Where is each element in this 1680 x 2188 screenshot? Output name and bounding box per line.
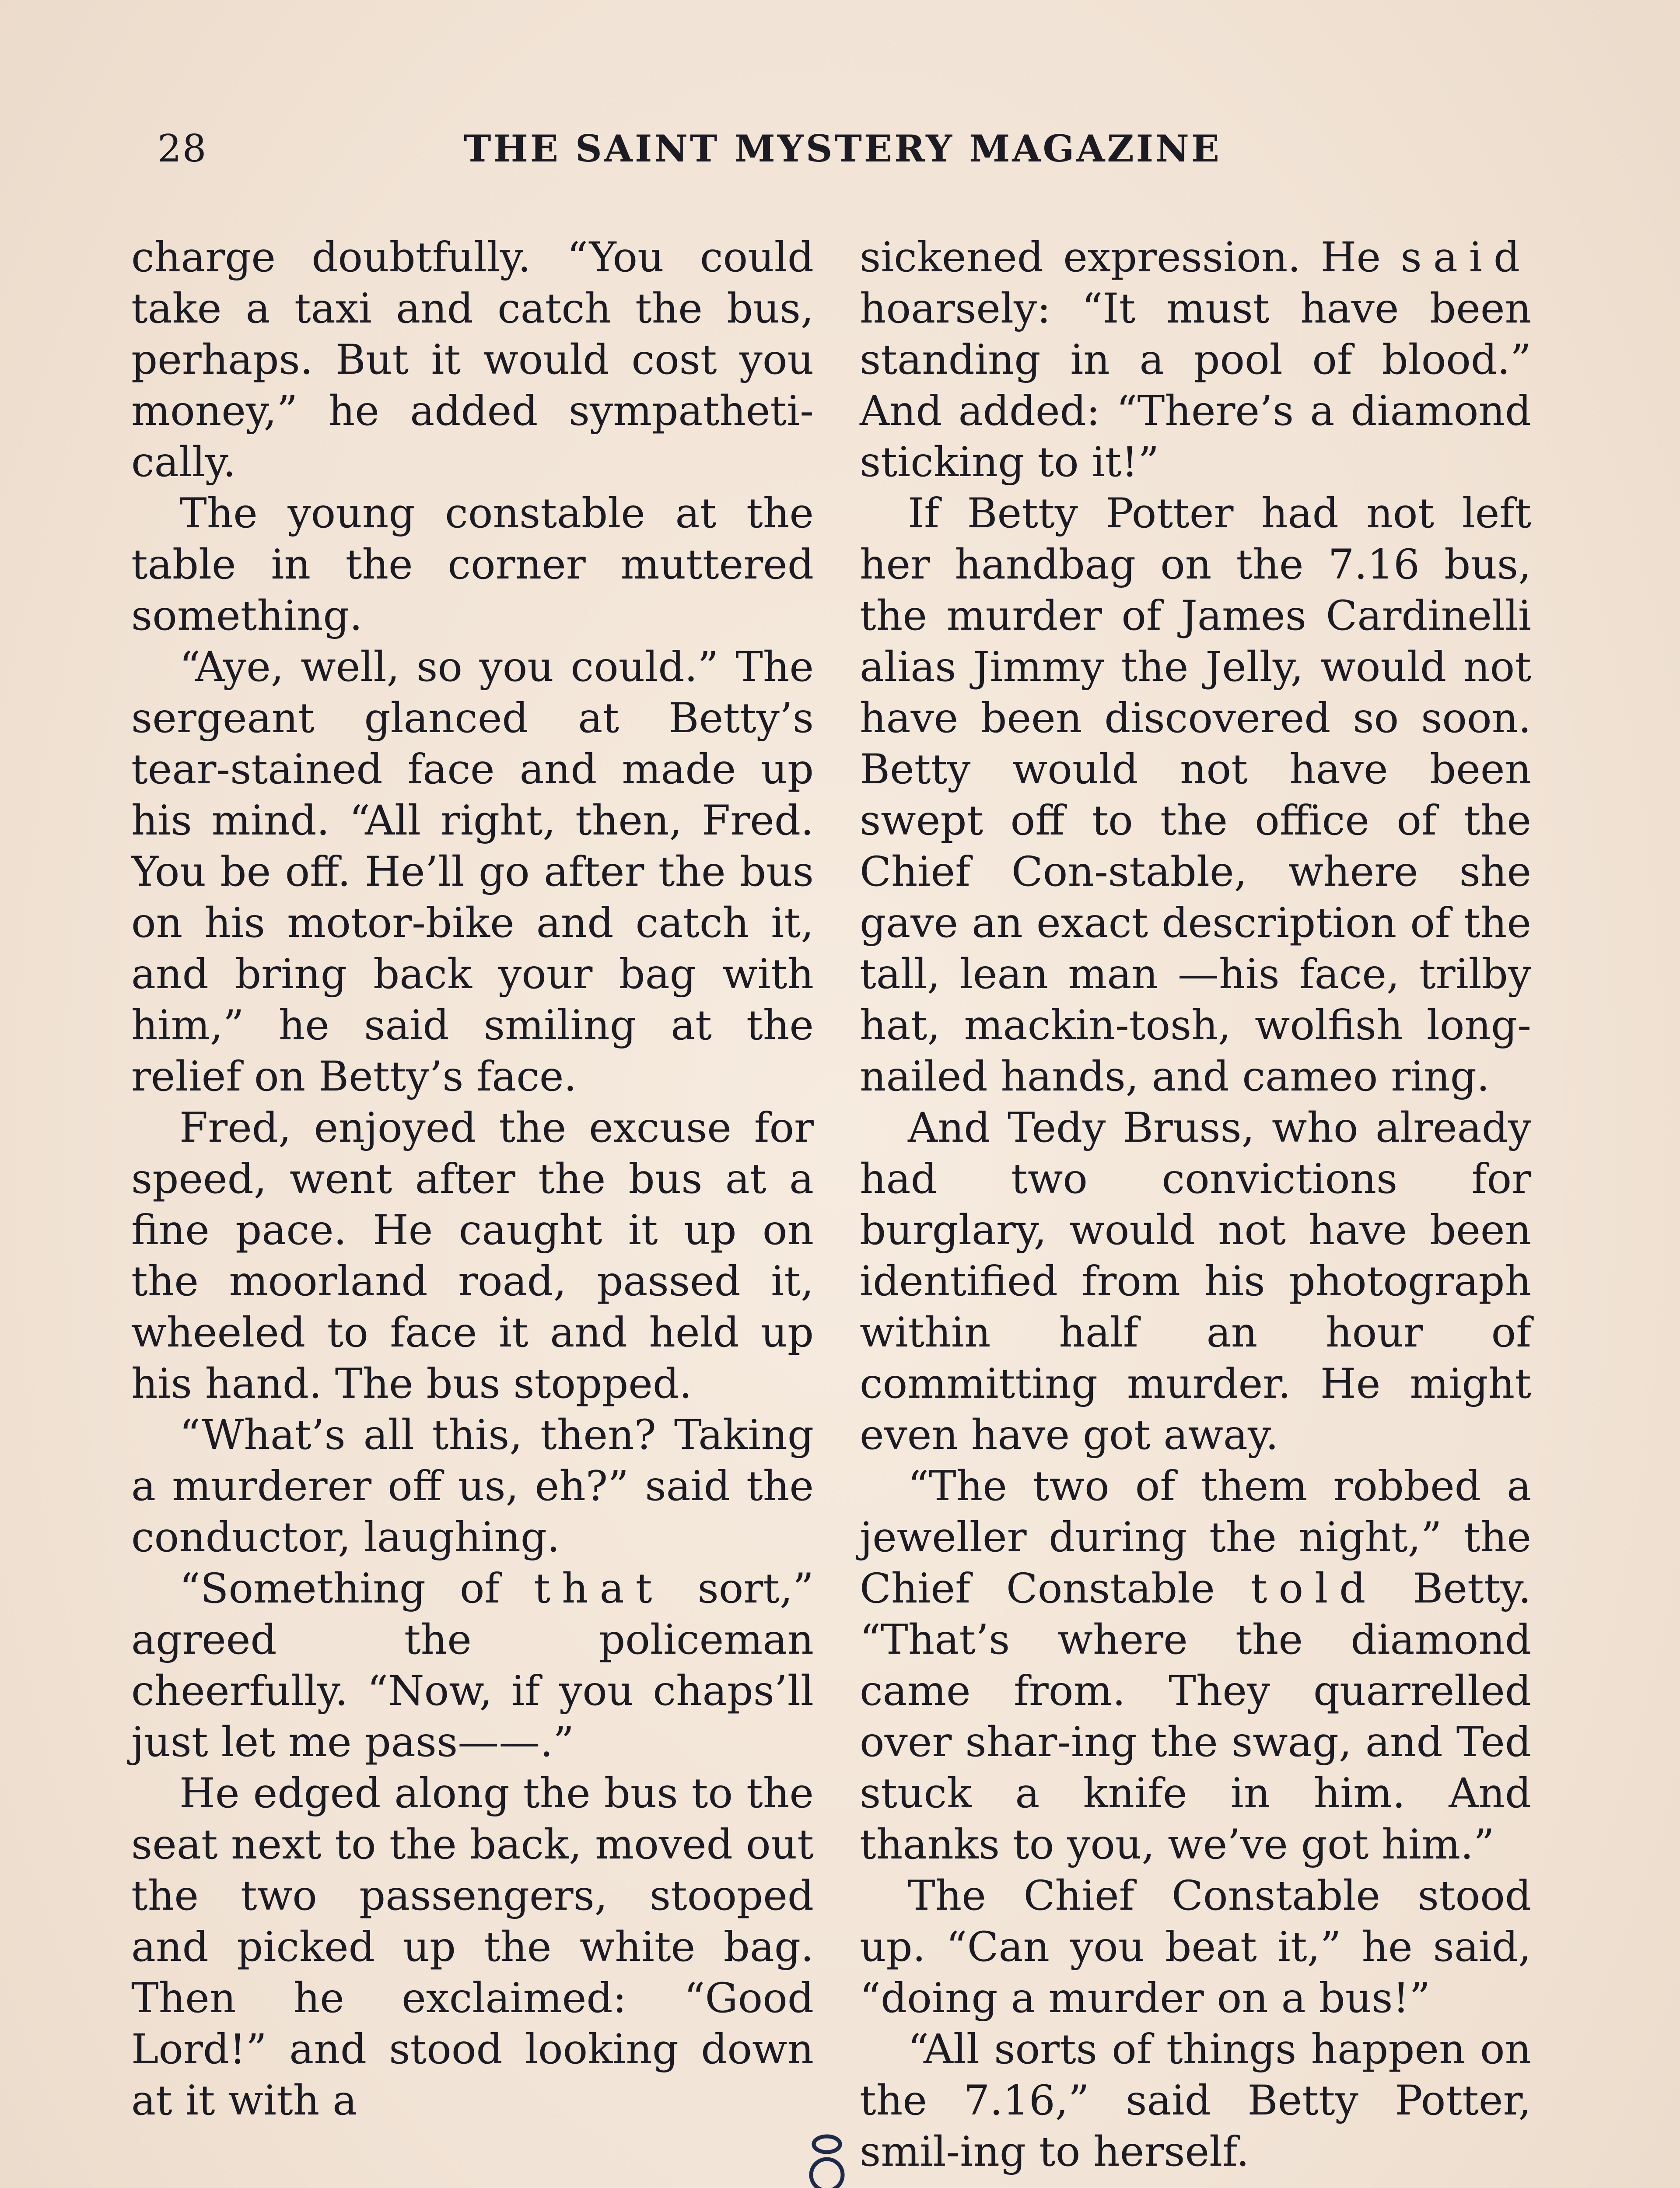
paragraph (860, 1461, 1531, 1870)
paragraph: The young constable at the table in the corner muttered something. (131, 490, 814, 640)
letterspaced-word: told (1250, 1565, 1377, 1613)
paragraph (131, 1563, 814, 1768)
paragraph (860, 232, 1531, 488)
page-number: 28 (158, 127, 207, 171)
left-column (131, 232, 814, 2126)
paragraph-text: sickened expression. He (860, 234, 1401, 281)
paragraph: Fred, enjoyed the excuse for speed, went after the bus at a fine pace. He caught it up on the moorland road, passed it, wheeled to face it and held up his hand. The bus stopped. (131, 1104, 814, 1408)
paragraph: “All sorts of things happen on the 7.16,” said Betty Potter, smil-ing to herself. (860, 2026, 1531, 2176)
paragraph-text: hoarsely: “It must have been standing in a pool of blood.” And added: “There’s a diamond sticking to it!” (860, 285, 1531, 486)
paragraph: charge doubtfully. “You could take a taxi and catch the bus, perhaps. But it would cost you money,” he added sympatheti-cally. (131, 234, 814, 486)
paragraph-text: “The two of them robbed a jeweller during the night,” the Chief Constable (860, 1462, 1531, 1613)
paragraph: “Aye, well, so you could.” The sergeant glanced at Betty’s tear-stained face and made up his mind. “All right, then, Fred. You be off. He’ll go after the bus on his motor-bike and catch it, and bring back your bag with him,” he said smiling at the relief on Betty’s face. (131, 643, 814, 1101)
letterspaced-word: said (1400, 234, 1531, 281)
right-column (860, 232, 1531, 2177)
paragraph-text: sort,” agreed the policeman cheerfully. “Now, if you chaps’ll just let me pass——.” (131, 1565, 814, 1766)
paragraph: He edged along the bus to the seat next to the back, moved out the two passengers, stooped and picked up the white bag. Then he exclaimed: “Good Lord!” and stood looking down at it with a (131, 1770, 814, 2125)
page-header (0, 127, 1680, 179)
letterspaced-word: that (534, 1565, 664, 1613)
paragraph: And Tedy Bruss, who already had two convictions for burglary, would not have been identified from his photograph within half an hour of committing murder. He might even have got away. (860, 1104, 1531, 1459)
paragraph: The Chief Constable stood up. “Can you beat it,” he said, “doing a murder on a bus!” (860, 1872, 1531, 2022)
paragraph-text: “Something of (179, 1565, 534, 1613)
paragraph: If Betty Potter had not left her handbag on the 7.16 bus, the murder of James Cardinelli alias Jimmy the Jelly, would not have been discovered so soon. Betty would not have been swept off to the office of the Chief Con-stable, where she gave an exact description of the tall, lean man —his face, trilby hat, mackin-tosh, wolfish long-nailed hands, and cameo ring. (860, 490, 1531, 1101)
paragraph: “What’s all this, then? Taking a murderer off us, eh?” said the conductor, laughing. (131, 1411, 814, 1561)
running-head: THE SAINT MYSTERY MAGAZINE (464, 127, 1222, 170)
paragraph-text: Betty. “That’s where the diamond came from. They quarrelled over shar-ing the swag, and Ted stuck a knife in him. And thanks to you, we’ve got him.” (860, 1565, 1531, 1869)
saint-stick-figure-icon (739, 2131, 914, 2188)
